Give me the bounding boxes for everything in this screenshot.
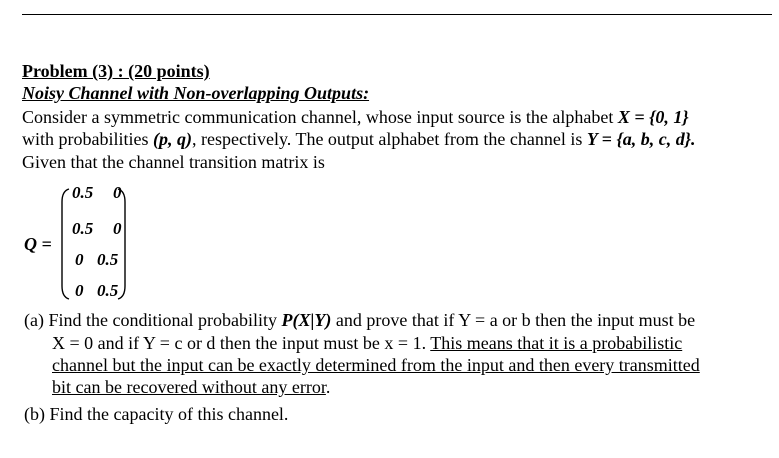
intro-text-2b: , respectively. The output alphabet from the channel is [191, 129, 587, 149]
matrix-cell: 0.5 [72, 219, 94, 238]
matrix-left-paren [60, 188, 70, 300]
output-alphabet: Y = {a, b, c, d}. [586, 129, 696, 149]
part-a-line-1 [24, 309, 695, 331]
part-a-line-2 [52, 332, 682, 354]
part-b-label: (b) [24, 404, 45, 424]
problem-heading [22, 60, 210, 82]
matrix-cell: 0 [75, 281, 84, 300]
part-a-label: (a) [24, 310, 44, 330]
part-a-text-2a: X = 0 and if Y = c or d then the input must be x = 1. [52, 333, 431, 353]
part-a-text-4: bit can be recovered without any error [52, 377, 326, 397]
problem-heading-text: Problem (3) : (20 points) [22, 61, 210, 81]
intro-line-1 [22, 106, 689, 128]
intro-text-2a: with probabilities [22, 129, 153, 149]
part-a-line-4 [52, 376, 330, 398]
problem-subtitle-text: Noisy Channel with Non-overlapping Outputs: [22, 83, 370, 103]
top-divider [22, 14, 772, 15]
input-probabilities: (p, q) [152, 129, 192, 149]
part-a-text-3: channel but the input can be exactly determined from the input and then every transmitted [52, 355, 700, 375]
matrix-cell: 0.5 [97, 281, 119, 300]
matrix-cell: 0 [75, 250, 84, 269]
matrix-cell: 0.5 [72, 183, 94, 202]
part-a-text-1b: and prove that if Y = a or b then the input must be [331, 310, 696, 330]
matrix-right-paren [117, 188, 127, 300]
matrix-cell: 0.5 [97, 250, 119, 269]
problem-subtitle [22, 82, 369, 104]
part-a-period: . [325, 377, 331, 397]
input-alphabet: X = {0, 1} [617, 107, 689, 127]
part-a-text-2b: This means that it is a probabilistic [430, 333, 683, 353]
part-b-line [24, 403, 288, 425]
matrix-cell: 0 [113, 219, 122, 238]
intro-line-3 [22, 151, 325, 173]
intro-text-3: Given that the channel transition matrix is [22, 152, 325, 172]
conditional-probability: P(X|Y) [281, 310, 332, 330]
part-b-text: Find the capacity of this channel. [49, 404, 289, 424]
part-a-text-1a: Find the conditional probability [48, 310, 282, 330]
intro-text-1: Consider a symmetric communication channel, whose input source is the alphabet [22, 107, 618, 127]
intro-line-2 [22, 128, 695, 150]
matrix-label: Q = [24, 234, 52, 254]
part-a-line-3 [52, 354, 700, 376]
matrix-cell: 0 [113, 183, 122, 202]
